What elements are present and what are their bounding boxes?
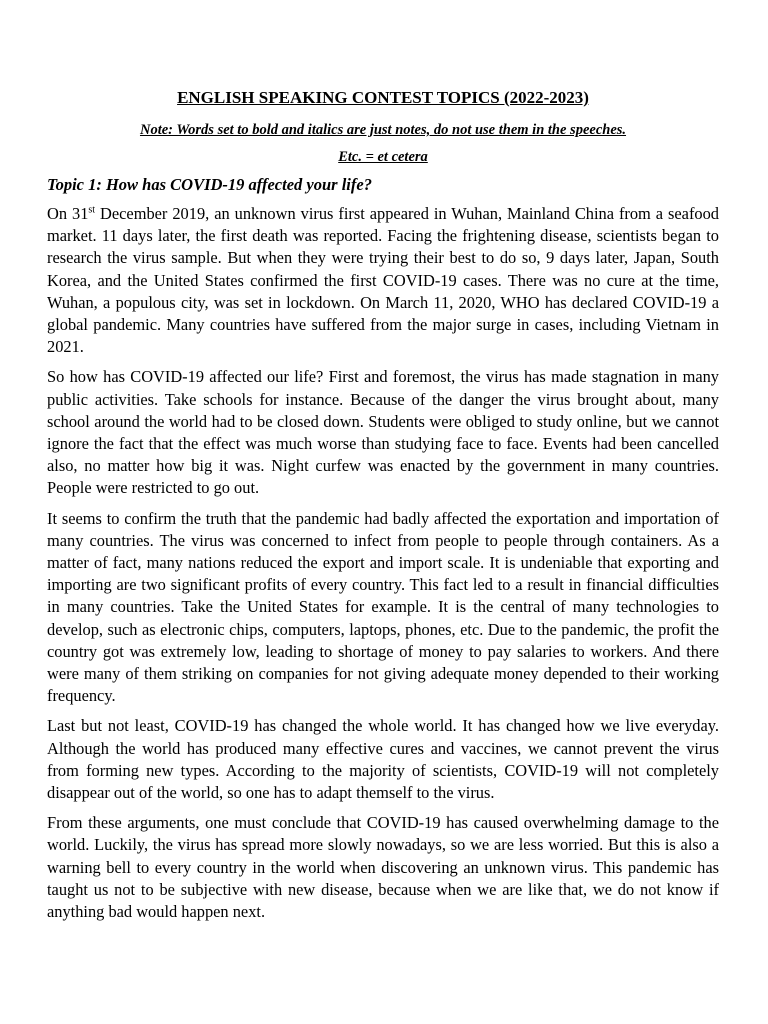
ordinal-suffix: st [88,204,96,216]
paragraph-3: It seems to confirm the truth that the pandemic had badly affected the exportation and importation of many countries. The virus was concerned to infect from people to people through containers. As a matter of fact, many nations reduced the export and import scale. It is undeniable that exporting and importing are two significant profits of every country. This fact led to a result in financial difficulties in many countries. Take the United States for example. It is the central of many technologies to develop, such as electronic chips, computers, laptops, phones, etc. Due to the pandemic, the profit the country got was extremely low, leading to shortage of money to pay salaries to workers. And there were many of them striking on companies for not giving adequate money depended to their working frequency. [47,508,719,706]
paragraph-1 [47,203,719,358]
paragraph-4: Last but not least, COVID-19 has changed the whole world. It has changed how we live everyday. Although the world has produced many effective cures and vaccines, we cannot prevent the virus from forming new types. According to the majority of scientists, COVID-19 will not completely disappear out of the world, so one has to adapt themself to the virus. [47,716,719,803]
abbreviation-note: Etc. = et cetera [338,149,428,165]
usage-note: Note: Words set to bold and italics are just notes, do not use them in the speeches. [139,122,627,138]
document-page [47,88,719,923]
topic-heading: Topic 1: How has COVID-19 affected your life? [47,175,372,194]
paragraph-1-lead: On 31 [47,204,89,223]
document-title: ENGLISH SPEAKING CONTEST TOPICS (2022-2023) [177,88,589,107]
paragraph-1-rest: December 2019, an unknown virus first appeared in Wuhan, Mainland China from a seafood market. 11 days later, the first death was reported. Facing the frightening disease, scientists began to research the virus sample. But when they were trying their best to do so, 9 days later, Japan, South Korea, and the United States confirmed the first COVID-19 cases. There was no cure at the time, Wuhan, a populous city, was set in lockdown. On March 11, 2020, WHO has declared COVID-19 a global pandemic. Many countries have suffered from the major surge in cases, including Vietnam in 2021. [47,204,719,357]
paragraph-5: From these arguments, one must conclude that COVID-19 has caused overwhelming damage to the world. Luckily, the virus has spread more slowly nowadays, so we are less worried. But this is also a warning bell to every country in the world when discovering an unknown virus. This pandemic has taught us not to be subjective with new disease, because when we are like that, we do not know if anything bad would happen next. [47,813,719,922]
paragraph-2: So how has COVID-19 affected our life? First and foremost, the virus has made stagnation in many public activities. Take schools for instance. Because of the danger the virus brought about, many school around the world had to be closed down. Students were obliged to study online, but we cannot ignore the fact that the effect was much worse than studying face to face. Events had been cancelled also, no matter how big it was. Night curfew was enacted by the government in many countries. People were restricted to go out. [47,367,719,498]
